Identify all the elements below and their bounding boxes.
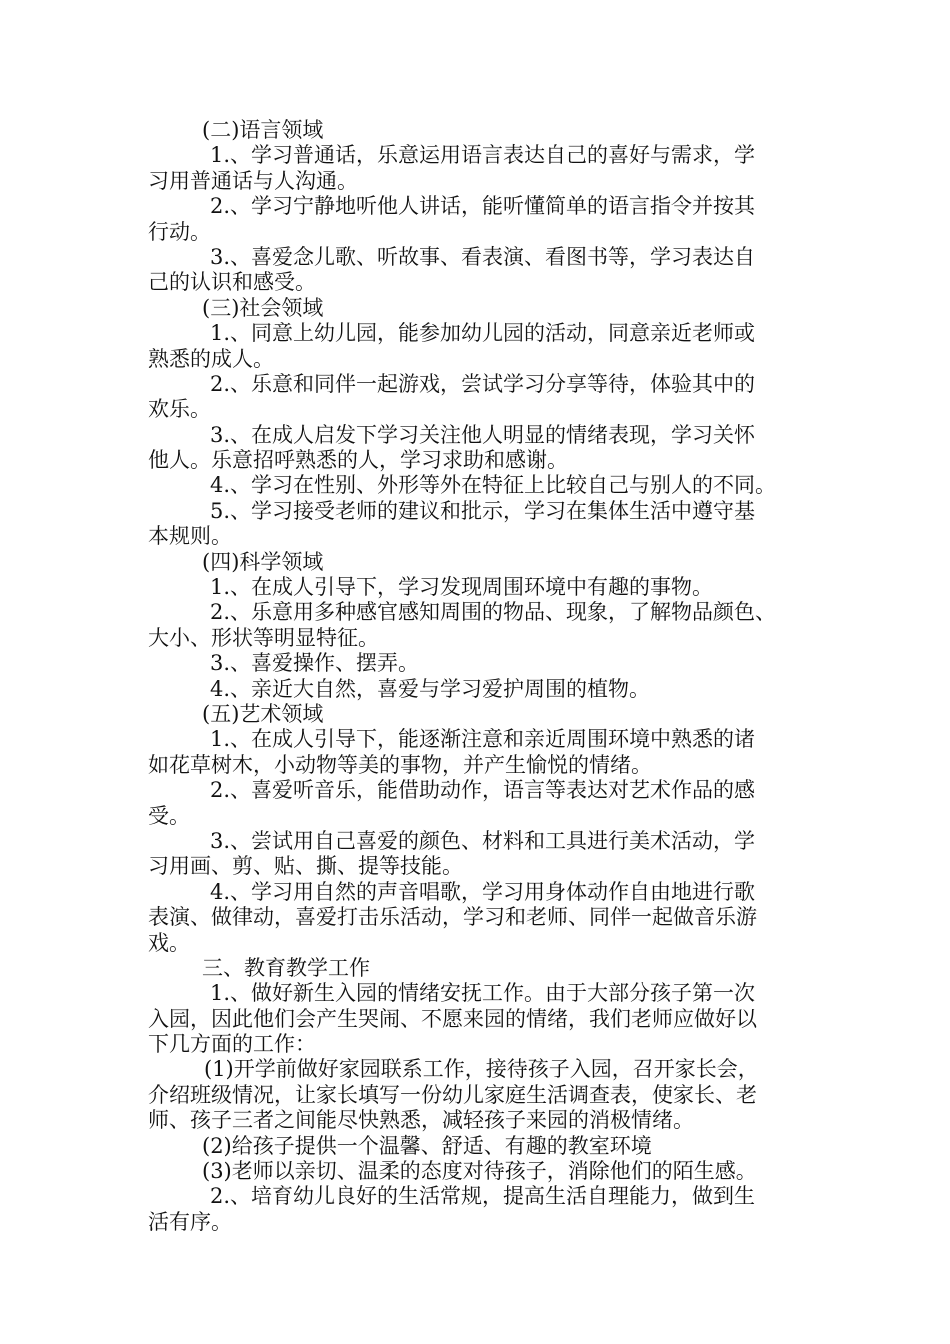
text-line: 大小、形状等明显特征。	[148, 625, 379, 650]
text-line: 欢乐。	[148, 397, 211, 422]
text-line: 3.、喜爱操作、摆弄。	[210, 651, 420, 676]
text-line: 行动。	[148, 219, 211, 244]
text-line: 2.、乐意和同伴一起游戏，尝试学习分享等待，体验其中的	[210, 371, 756, 396]
text-line: 活有序。	[148, 1209, 232, 1234]
text-line: 2.、喜爱听音乐，能借助动作，语言等表达对艺术作品的感	[210, 778, 756, 803]
text-line: 介绍班级情况，让家长填写一份幼儿家庭生活调查表，使家长、老	[148, 1082, 757, 1107]
text-line: 4.、学习在性别、外形等外在特征上比较自己与别人的不同。	[210, 473, 777, 498]
text-line: 1.、在成人引导下，能逐渐注意和亲近周围环境中熟悉的诸	[210, 727, 756, 752]
text-line: 表演、做律动，喜爱打击乐活动，学习和老师、同伴一起做音乐游	[148, 905, 757, 930]
text-line: 3.、在成人启发下学习关注他人明显的情绪表现，学习关怀	[210, 422, 756, 447]
text-line: 4.、亲近大自然，喜爱与学习爱护周围的植物。	[210, 676, 651, 701]
text-line: 熟悉的成人。	[148, 346, 274, 371]
section-heading-line: (二)语言领域	[202, 118, 324, 142]
text-line: 习用画、剪、贴、撕、提等技能。	[148, 854, 463, 879]
text-line: 3.、尝试用自己喜爱的颜色、材料和工具进行美术活动，学	[210, 828, 756, 853]
section-heading-line: (三)社会领域	[202, 295, 324, 320]
text-line: 1.、在成人引导下，学习发现周围环境中有趣的事物。	[210, 575, 714, 600]
text-line: 师、孩子三者之间能尽快熟悉，减轻孩子来园的消极情绪。	[148, 1108, 694, 1133]
section-heading-line: (3)老师以亲切、温柔的态度对待孩子，消除他们的陌生感。	[202, 1159, 757, 1184]
text-line: 1.、同意上幼儿园，能参加幼儿园的活动，同意亲近老师或	[210, 321, 756, 346]
text-line: 1.、学习普通话，乐意运用语言表达自己的喜好与需求，学	[210, 143, 756, 168]
text-line: 5.、学习接受老师的建议和批示，学习在集体生活中遵守基	[210, 498, 756, 523]
text-line: 入园，因此他们会产生哭闹、不愿来园的情绪，我们老师应做好以	[148, 1006, 757, 1031]
text-line: 习用普通话与人沟通。	[148, 168, 358, 193]
section-heading-line: (五)艺术领域	[202, 701, 324, 726]
text-line: 己的认识和感受。	[148, 270, 316, 295]
text-line: 3.、喜爱念儿歌、听故事、看表演、看图书等，学习表达自	[210, 244, 756, 269]
text-line: 戏。	[148, 930, 190, 955]
text-line: (1)开学前做好家园联系工作，接待孩子入园，召开家长会，	[204, 1057, 759, 1082]
text-line: 2.、培育幼儿良好的生活常规，提高生活自理能力，做到生	[210, 1184, 756, 1209]
document-body	[148, 118, 818, 1235]
section-heading-line: (2)给孩子提供一个温馨、舒适、有趣的教室环境	[202, 1133, 652, 1158]
text-line: 2.、学习宁静地听他人讲话，能听懂简单的语言指令并按其	[210, 194, 756, 219]
text-line: 1.、做好新生入园的情绪安抚工作。由于大部分孩子第一次	[210, 981, 756, 1006]
section-heading-line: 三、教育教学工作	[202, 955, 370, 980]
text-line: 2.、乐意用多种感官感知周围的物品、现象，了解物品颜色、	[210, 600, 777, 625]
text-line: 本规则。	[148, 524, 232, 549]
text-line: 4.、学习用自然的声音唱歌，学习用身体动作自由地进行歌	[210, 879, 756, 904]
text-line: 下几方面的工作：	[148, 1032, 316, 1057]
text-line: 如花草树木，小动物等美的事物，并产生愉悦的情绪。	[148, 752, 652, 777]
text-line: 他人。乐意招呼熟悉的人，学习求助和感谢。	[148, 448, 568, 473]
section-heading-line: (四)科学领域	[202, 549, 324, 574]
text-line: 受。	[148, 803, 190, 828]
